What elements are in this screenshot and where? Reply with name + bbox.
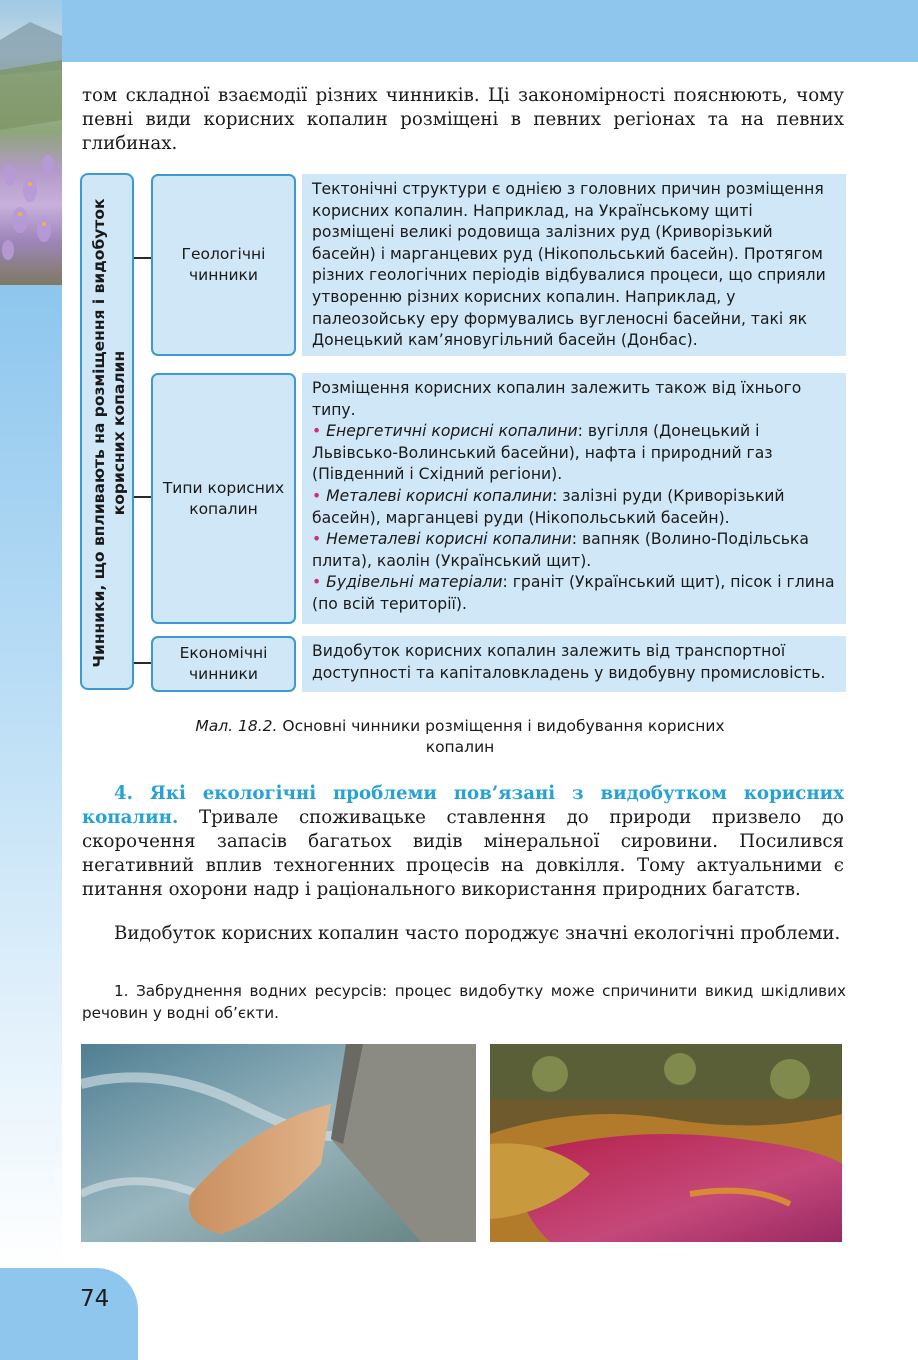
connector-line-types: [134, 496, 151, 498]
connector-line-econ: [134, 662, 151, 664]
bullet-text: : граніт (Український щит), пісок і глина (по всій території).: [312, 573, 835, 613]
bullet-icon: •: [312, 486, 322, 505]
pollution-item-1: 1. Забруднення водних ресурсів: процес видобутку може спричинити викид шкідливих речовин у водні об’єкти.: [82, 982, 846, 1022]
description-mineral-types: [302, 373, 846, 624]
category-economic-label: Економічні чинники: [179, 644, 268, 683]
category-geological-label: Геологічні чинники: [181, 245, 266, 284]
corner-photo-crocus-meadow: [0, 0, 62, 285]
bullet-icon: •: [312, 530, 322, 549]
description-economic-text: Видобуток корисних копалин залежить від транспортної доступності та капіталовкладень у видобувну промисловість.: [312, 642, 826, 682]
description-mineral-types-intro: Розміщення корисних копалин залежить також від їхнього типу.: [312, 379, 802, 419]
description-economic: [302, 636, 846, 692]
bullet-term: Енергетичні корисні копалини: [326, 422, 578, 441]
list-item: [312, 572, 836, 615]
photo-pipe-discharge: [81, 1044, 476, 1242]
photo-red-polluted-water: [490, 1044, 842, 1242]
page-number-tab: [0, 1268, 138, 1360]
section-4-paragraph: [82, 782, 844, 902]
bullet-text: : вугілля (Донецький і Львівсько-Волинський басейни), нафта і природний газ (Південний і Східний регіони).: [312, 422, 773, 484]
intro-paragraph: том складної взаємодії різних чинників. Ці закономірності пояснюють, чому певні види корисних копалин розміщені в певних регіонах та на певних глибинах.: [82, 85, 844, 154]
page-number: 74: [80, 1286, 110, 1312]
diagram-side-label: Чинники, що впливають на розміщення і видобуток корисних копалин: [90, 198, 128, 668]
section-4-text: Тривале споживацьке ставлення до природи призвело до скорочення запасів багатьох видів мінеральної сировини. Посилився негативний вплив техногенних процесів на довкілля. Тому актуальними є питання охорони надр і раціонального використання природних багатств.: [82, 807, 844, 900]
bullet-term: Металеві корисні копалини: [326, 486, 553, 505]
description-geological-text: Тектонічні структури є однією з головних причин розміщення корисних копалин. Наприклад, на Українському щиті розміщені великі родовища залізних руд (Криворізький басейн) і марганцевих руд (Нікопольський басейн). Протягом різних геологічних періодів відбувалися процеси, що сприяли утворенню різних корисних копалин. Наприклад, у палеозойську еру формувались вугленосні басейни, такі як Донецький кам’яновугільний басейн (Донбас).: [312, 180, 826, 350]
header-band: [0, 0, 918, 62]
list-item: [312, 529, 836, 572]
bullet-text: : вапняк (Волино-Подільська плита), каолін (Український щит).: [312, 530, 809, 570]
bullet-icon: •: [312, 422, 322, 441]
diagram-side-label-box: [80, 173, 134, 690]
description-geological: [302, 174, 846, 356]
list-item: [312, 421, 836, 486]
bullet-text: : залізні руди (Криворізький басейн), марганцеві руди (Нікопольський басейн).: [312, 486, 785, 527]
section-4-heading: 4. Які екологічні проблеми пов’язані з видобутком корисних копалин.: [82, 783, 844, 828]
factors-diagram: [80, 172, 846, 694]
figure-caption-label: Мал. 18.2.: [195, 717, 278, 735]
bullet-term: Неметалеві корисні копалини: [326, 530, 572, 549]
connector-line-geo: [134, 257, 151, 259]
category-mineral-types: [151, 373, 296, 624]
left-margin-strip: [0, 285, 62, 1270]
section-4-paragraph-2: Видобуток корисних копалин часто породжує значні екологічні проблеми.: [114, 923, 841, 944]
figure-caption-text: Основні чинники розміщення і видобування корисних копалин: [282, 717, 725, 756]
category-mineral-types-label: Типи корисних копалин: [162, 478, 285, 518]
list-item: [312, 486, 836, 529]
figure-caption: [190, 716, 730, 758]
category-geological: [151, 174, 296, 356]
bullet-icon: •: [312, 573, 322, 592]
category-economic: [151, 636, 296, 692]
bullet-term: Будівельні матеріали: [326, 573, 503, 592]
